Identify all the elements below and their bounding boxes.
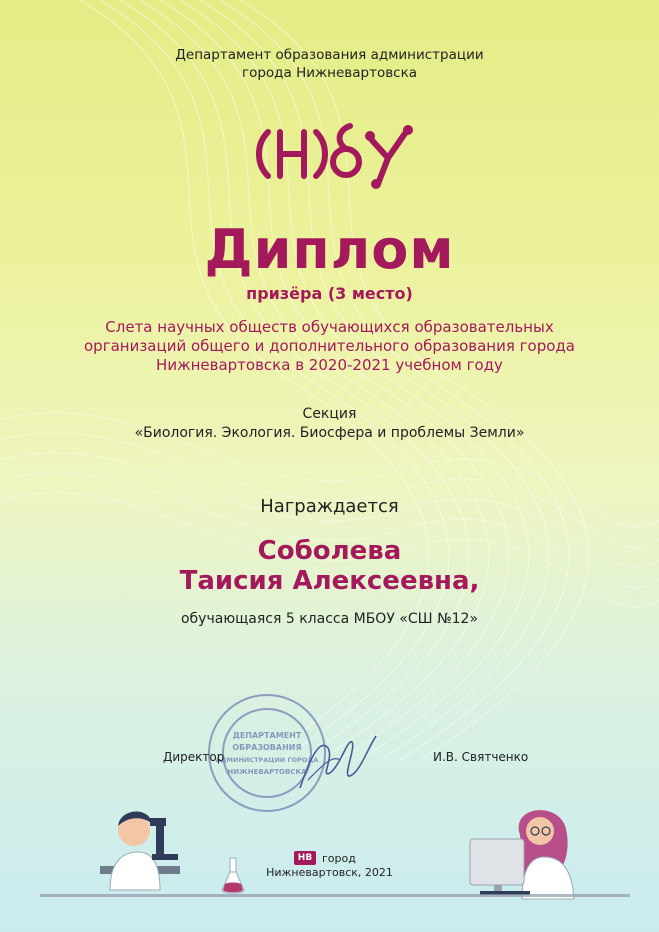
footer-place-date: Нижневартовск, 2021 [266, 866, 393, 879]
bottom-divider [40, 894, 630, 897]
diploma-subtitle: призёра (3 место) [246, 284, 413, 303]
department-line1: Департамент образования администрации [175, 47, 484, 63]
stamp-line3: АДМИНИСТРАЦИИ ГОРОДА [215, 756, 319, 764]
teacher-computer-illustration [460, 795, 610, 900]
awarded-label: Награждается [260, 496, 399, 517]
department-header [0, 46, 659, 82]
diploma-title: Диплом [204, 218, 455, 281]
section-name: «Биология. Экология. Биосфера и проблемы Земли» [134, 425, 525, 441]
section-label: Секция [302, 406, 357, 422]
city-badge: НВ [294, 851, 316, 865]
department-line2: города Нижневартовска [241, 65, 418, 81]
student-microscope-illustration [80, 790, 200, 900]
director-label: Директор [163, 750, 225, 764]
director-signature [290, 718, 380, 798]
stamp-line1: ДЕПАРТАМЕНТ [232, 731, 302, 740]
section-block [0, 405, 659, 443]
director-name: И.В. Святченко [433, 750, 529, 764]
event-description [0, 318, 659, 375]
recipient-given-names: Таисия Алексеевна, [179, 566, 480, 596]
recipient-surname: Соболева [257, 536, 402, 566]
event-line2: организаций общего и дополнительного образования города [84, 337, 575, 355]
stamp-line2: ОБРАЗОВАНИЯ [232, 743, 302, 752]
event-line3: Нижневартовска в 2020-2021 учебном году [156, 356, 503, 374]
recipient-name [0, 536, 659, 596]
stamp-line4: НИЖНЕВАРТОВСКА [227, 768, 307, 776]
event-line1: Слета научных обществ обучающихся образовательных [105, 318, 554, 336]
student-info: обучающаяся 5 класса МБОУ «СШ №12» [180, 611, 479, 627]
footer-city-label: город [322, 852, 356, 865]
nou-logo [250, 118, 420, 190]
